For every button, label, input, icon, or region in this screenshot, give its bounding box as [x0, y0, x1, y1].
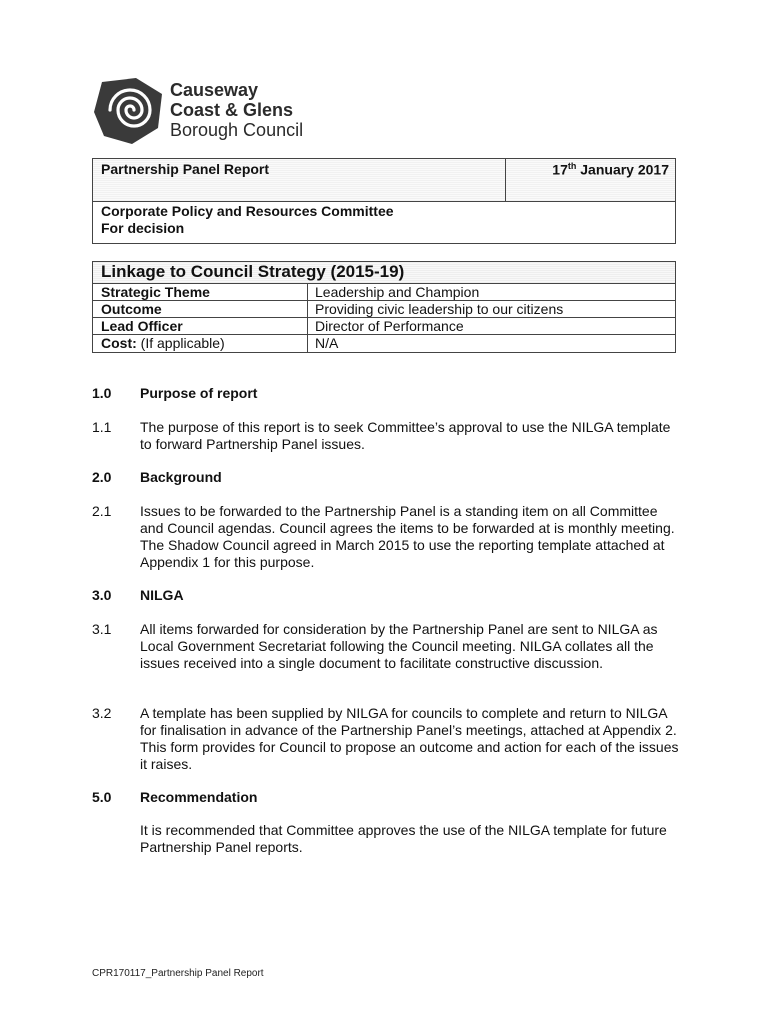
- logo-line-3: Borough Council: [170, 120, 304, 140]
- section-title: NILGA: [140, 587, 184, 603]
- header-row-1: [93, 159, 675, 202]
- report-header-table: [92, 158, 676, 244]
- section-title: Recommendation: [140, 789, 258, 805]
- linkage-table: [92, 261, 676, 353]
- linkage-row: [93, 318, 675, 335]
- linkage-row: [93, 284, 675, 301]
- linkage-value: Providing civic leadership to our citizens: [315, 301, 564, 317]
- linkage-key: Lead Officer: [101, 318, 183, 334]
- date-day: 17: [552, 161, 568, 178]
- linkage-key: Strategic Theme: [101, 284, 210, 300]
- report-date: [552, 161, 669, 178]
- paragraph-text: Issues to be forwarded to the Partnership Panel is a standing item on all Committee and Council agendas. Council agrees the items to be forwarded at is monthly meeting. The Shadow Council agreed in March 2015 to use the reporting template attached at Appendix 1 for this purpose.: [140, 503, 675, 570]
- linkage-row: [93, 301, 675, 318]
- paragraph-text: All items forwarded for consideration by the Partnership Panel are sent to NILGA as Local Government Secretariat following the Council meeting. NILGA collates all the issues received into a single document to facilitate constructive discussion.: [140, 621, 658, 671]
- spiral-logo-icon: [92, 76, 164, 146]
- header-date-cell: [506, 159, 675, 201]
- section-number: 3.0: [92, 587, 112, 603]
- logo-line-2: Coast & Glens: [170, 100, 294, 120]
- linkage-rows: [93, 284, 675, 352]
- linkage-title: Linkage to Council Strategy (2015-19): [101, 262, 405, 281]
- logo-wordmark: [170, 80, 303, 140]
- linkage-key-note: (If applicable): [136, 335, 225, 351]
- page-footer: CPR170117_Partnership Panel Report: [92, 968, 264, 979]
- committee-name: Corporate Policy and Resources Committee: [101, 203, 394, 219]
- paragraph-text: The purpose of this report is to seek Committee’s approval to use the NILGA template to forward Partnership Panel issues.: [140, 419, 671, 452]
- logo-line-1: Causeway: [170, 80, 259, 100]
- paragraph-text: It is recommended that Committee approves the use of the NILGA template for future Partnership Panel reports.: [140, 822, 667, 855]
- paragraph-number: 3.1: [92, 621, 112, 637]
- linkage-header: [93, 262, 675, 284]
- header-row-2: [93, 202, 675, 243]
- section-number: 1.0: [92, 385, 112, 401]
- paragraph-number: 2.1: [92, 503, 112, 519]
- date-rest: January 2017: [576, 161, 669, 178]
- report-title: Partnership Panel Report: [101, 161, 270, 177]
- decision-type: For decision: [101, 220, 185, 236]
- paragraph-text: A template has been supplied by NILGA for councils to complete and return to NILGA for finalisation in advance of the Partnership Panel’s meetings, attached at Appendix 2. This form provides for Council to propose an outcome and action for each of the issues it raises.: [140, 705, 679, 772]
- linkage-value: N/A: [315, 335, 339, 351]
- linkage-value: Director of Performance: [315, 318, 464, 334]
- section-title: Purpose of report: [140, 385, 258, 401]
- section-number: 2.0: [92, 469, 112, 485]
- linkage-key: Cost:: [101, 335, 137, 351]
- linkage-value: Leadership and Champion: [315, 284, 480, 300]
- council-logo: [92, 76, 322, 146]
- linkage-key-group: [101, 335, 225, 351]
- committee-cell: [101, 203, 394, 237]
- linkage-row: [93, 335, 675, 352]
- paragraph-number: 1.1: [92, 419, 112, 435]
- section-number: 5.0: [92, 789, 112, 805]
- paragraph-number: 3.2: [92, 705, 112, 721]
- section-title: Background: [140, 469, 222, 485]
- header-title-cell: [93, 159, 506, 201]
- date-suffix: th: [567, 161, 577, 171]
- linkage-key: Outcome: [101, 301, 162, 317]
